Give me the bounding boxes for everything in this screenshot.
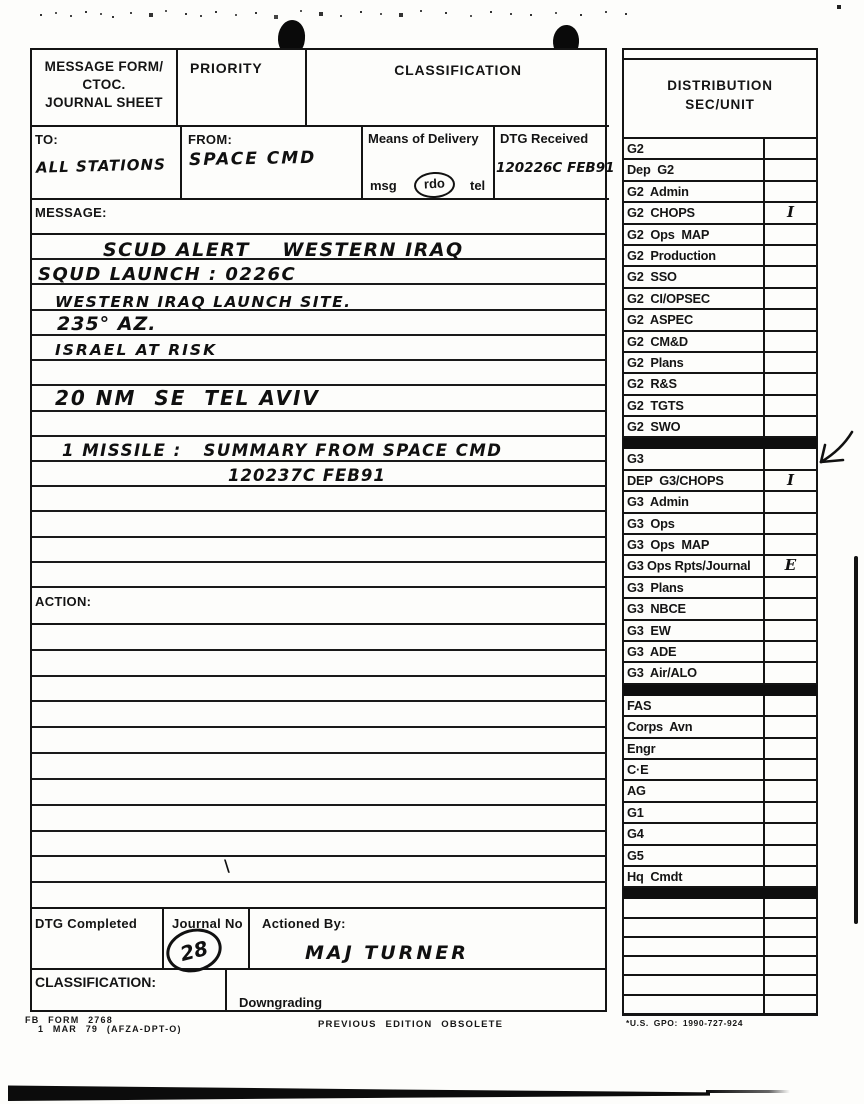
form-number: FB FORM 2768 [25,1015,113,1025]
handwritten-message-line: ISRAEL AT RISK [55,341,218,359]
distribution-row-g4 [624,824,816,845]
distribution-row-mark: E [784,556,797,575]
distribution-row-fas [624,696,816,717]
distribution-row-g2-cm-d [624,332,816,353]
distribution-top-strip [624,50,816,60]
distribution-row-mark [765,976,816,993]
message-section-header [32,200,607,235]
distribution-row-label: G3 Ops MAP [624,535,765,554]
distribution-row-label: G1 [624,803,765,822]
distribution-row-g3-air-alo [624,663,816,684]
distribution-row-empty [624,976,816,995]
distribution-row-g3-ops-map [624,535,816,556]
distribution-row-ag [624,781,816,802]
distribution-row-g3-nbce [624,599,816,620]
distribution-row-mark [765,867,816,886]
delivery-option-msg: msg [370,178,397,193]
distribution-row-g2-plans [624,353,816,374]
distribution-row-label: Engr [624,739,765,758]
message-label: MESSAGE: [35,205,107,220]
distribution-rows [624,139,816,1015]
scan-noise-strip [0,0,2,2]
classification-field [307,50,609,127]
distribution-header-line2: SEC/UNIT [685,97,755,112]
distribution-row-label: G2 CM&D [624,332,765,351]
distribution-row-mark [765,938,816,955]
ruled-line [32,538,607,563]
distribution-row-g2-chops [624,203,816,224]
arrow-annotation-icon [806,427,858,471]
form-title-line3: JOURNAL SHEET [45,95,163,110]
distribution-row-label [624,996,765,1013]
distribution-row-label: G2 Admin [624,182,765,201]
distribution-row-mark [765,396,816,415]
dtg-completed-field [32,907,164,968]
distribution-row-g3-ops-rpts-journal [624,556,816,577]
to-label: TO: [35,132,59,147]
distribution-row-label: G3 Plans [624,578,765,597]
distribution-row-empty [624,938,816,957]
distribution-row-label: G2 Production [624,246,765,265]
ruled-line [32,728,607,754]
distribution-row-label: G2 TGTS [624,396,765,415]
distribution-row-mark [765,846,816,865]
distribution-row-g3-admin [624,492,816,513]
distribution-row-label: G2 Ops MAP [624,225,765,244]
handwritten-actioned-by-value: MAJ TURNER [305,942,469,964]
distribution-row-label [624,899,765,916]
message-form [30,48,607,1012]
distribution-row-label: Dep G2 [624,160,765,179]
distribution-row-mark [765,599,816,618]
delivery-option-tel: tel [470,178,486,193]
classification-label: CLASSIFICATION [394,62,522,78]
ruled-line [32,677,607,703]
distribution-row-label: G3 Ops Rpts/Journal [624,556,765,575]
journal-no-value: 28 [177,935,211,966]
distribution-row-mark [765,760,816,779]
distribution-row-label: G2 SWO [624,417,765,436]
distribution-row-label: G2 CI/OPSEC [624,289,765,308]
distribution-row-label: G3 Air/ALO [624,663,765,682]
distribution-row-mark [765,824,816,843]
distribution-row-label: G3 Admin [624,492,765,511]
distribution-row-mark [765,289,816,308]
distribution-table [622,48,818,1016]
distribution-row-mark [765,492,816,511]
dtg-received-label: DTG Received [500,131,589,146]
handwritten-message-line: 235° AZ. [57,313,157,335]
distribution-header-line1: DISTRIBUTION [667,78,773,93]
ruled-line [32,857,607,883]
form-title [32,50,178,127]
distribution-row-g2 [624,139,816,160]
distribution-row-mark: I [786,470,795,489]
distribution-row-mark [765,696,816,715]
distribution-row-mark [765,535,816,554]
distribution-row-c-e [624,760,816,781]
distribution-row-mark [765,353,816,372]
ruled-line [32,625,607,651]
distribution-row-empty [624,899,816,918]
priority-field [178,50,307,127]
distribution-row-mark [765,957,816,974]
distribution-row-mark [765,717,816,736]
distribution-row-g2-sso [624,267,816,288]
ruled-line [32,702,607,728]
ruled-line [32,651,607,677]
distribution-row-mark [765,642,816,661]
ruled-line [32,780,607,806]
distribution-row-g3-ops [624,514,816,535]
distribution-row-mark [765,182,816,201]
means-of-delivery-label: Means of Delivery [368,131,479,146]
distribution-row-mark [765,332,816,351]
distribution-row-label: AG [624,781,765,800]
distribution-row-mark [765,739,816,758]
distribution-row-mark [765,621,816,640]
distribution-row-mark [765,578,816,597]
ruled-line [32,487,607,512]
distribution-row-label: G5 [624,846,765,865]
obsolete-note: PREVIOUS EDITION OBSOLETE [318,1019,504,1030]
distribution-row-g3-ew [624,621,816,642]
distribution-row-label: G3 Ops [624,514,765,533]
gpo-note: *U.S. GPO: 1990-727-924 [626,1018,744,1028]
distribution-row-g2-admin [624,182,816,203]
distribution-row-g1 [624,803,816,824]
handwritten-message-line: WESTERN IRAQ LAUNCH SITE. [55,293,352,311]
distribution-row-g2-ops-map [624,225,816,246]
handwritten-from-value: SPACE CMD [188,147,317,171]
distribution-row-mark [765,899,816,916]
distribution-row-g2-tgts [624,396,816,417]
distribution-row-hq-cmdt [624,867,816,888]
ruled-line [32,754,607,780]
delivery-option-rdo-circled: rdo [413,171,455,199]
distribution-row-label [624,976,765,993]
distribution-row-label: G3 ADE [624,642,765,661]
handwritten-message-line: 20 NM SE TEL AVIV [55,386,320,410]
distribution-row-corps-avn [624,717,816,738]
distribution-row-g5 [624,846,816,867]
ruled-line [32,412,607,437]
handwritten-message-line: SCUD ALERT WESTERN IRAQ [103,239,464,261]
distribution-row-mark [765,139,816,158]
distribution-row-empty [624,996,816,1015]
form-title-line2: CTOC. [82,77,126,92]
handwritten-message-line: SQUD LAUNCH : 0226C [38,264,297,285]
action-ruled-area [32,625,607,907]
distribution-row-label: FAS [624,696,765,715]
ruled-line [32,361,607,386]
distribution-row-label: DEP G3/CHOPS [624,471,765,490]
distribution-row-label: G3 NBCE [624,599,765,618]
distribution-row-label: G2 Plans [624,353,765,372]
distribution-row-mark [765,919,816,936]
distribution-row-empty [624,957,816,976]
distribution-row-label: G3 EW [624,621,765,640]
handwritten-to-value: ALL STATIONS [35,155,167,177]
distribution-header [624,60,816,139]
action-section-header [32,588,607,625]
distribution-row-label [624,919,765,936]
distribution-row-g2-aspec [624,310,816,331]
distribution-row-mark [765,514,816,533]
distribution-row-label: G2 CHOPS [624,203,765,222]
distribution-row-label: C·E [624,760,765,779]
actioned-by-label: Actioned By: [262,916,346,931]
distribution-row-engr [624,739,816,760]
message-ruled-area [32,235,607,588]
distribution-row-dep-g3-chops [624,471,816,492]
scan-artifact-line [854,556,858,924]
distribution-row-label: G4 [624,824,765,843]
section-divider [623,888,817,899]
downgrading-label: Downgrading [239,995,323,1010]
journal-no-label: Journal No [172,916,243,931]
handwritten-message-line: 1 MISSILE : SUMMARY FROM SPACE CMD [62,441,503,460]
distribution-row-mark [765,225,816,244]
distribution-row-label: G2 SSO [624,267,765,286]
classification-bottom-label: CLASSIFICATION: [35,974,157,990]
distribution-row-g3-ade [624,642,816,663]
scan-artifact-bar-tail [706,1090,790,1093]
distribution-row-label: G2 R&S [624,374,765,393]
ruled-line [32,806,607,832]
distribution-row-mark [765,267,816,286]
handwritten-message-line: 120237C FEB91 [228,466,386,485]
distribution-row-mark [765,803,816,822]
stray-pen-mark: \ [224,856,231,875]
action-label: ACTION: [35,594,92,609]
ruled-line [32,512,607,537]
distribution-row-empty [624,919,816,938]
ruled-line [32,883,607,907]
distribution-row-mark [765,160,816,179]
distribution-row-label: Corps Avn [624,717,765,736]
distribution-row-g2-swo [624,417,816,438]
distribution-row-label [624,957,765,974]
distribution-row-mark [765,246,816,265]
distribution-row-label: G2 ASPEC [624,310,765,329]
classification-bottom-field [32,968,227,1010]
distribution-row-g2-production [624,246,816,267]
distribution-row-g2-r-s [624,374,816,395]
distribution-row-label [624,938,765,955]
dtg-completed-label: DTG Completed [35,916,138,931]
distribution-row-label: G3 [624,449,765,468]
distribution-row-mark [765,781,816,800]
distribution-row-label: Hq Cmdt [624,867,765,886]
from-label: FROM: [188,132,233,147]
distribution-row-label: G2 [624,139,765,158]
priority-label: PRIORITY [190,60,263,76]
handwritten-dtg-received-value: 120226C FEB91 [496,160,615,176]
distribution-row-g2-ci-opsec [624,289,816,310]
distribution-row-g3-plans [624,578,816,599]
distribution-row-mark [765,663,816,682]
means-of-delivery-field [363,127,495,200]
distribution-row-mark [765,996,816,1013]
form-date: 1 MAR 79 (AFZA-DPT-O) [38,1024,182,1034]
section-divider [623,438,817,449]
distribution-row-mark: I [786,203,795,222]
downgrading-field [227,968,607,1010]
section-divider [623,685,817,696]
form-title-line1: MESSAGE FORM/ [44,59,164,74]
distribution-row-g3 [624,449,816,470]
ruled-line [32,563,607,588]
distribution-row-mark [765,310,816,329]
scan-artifact-bar [8,1083,710,1101]
distribution-row-mark [765,374,816,393]
ruled-line [32,832,607,858]
distribution-row-dep-g2 [624,160,816,181]
